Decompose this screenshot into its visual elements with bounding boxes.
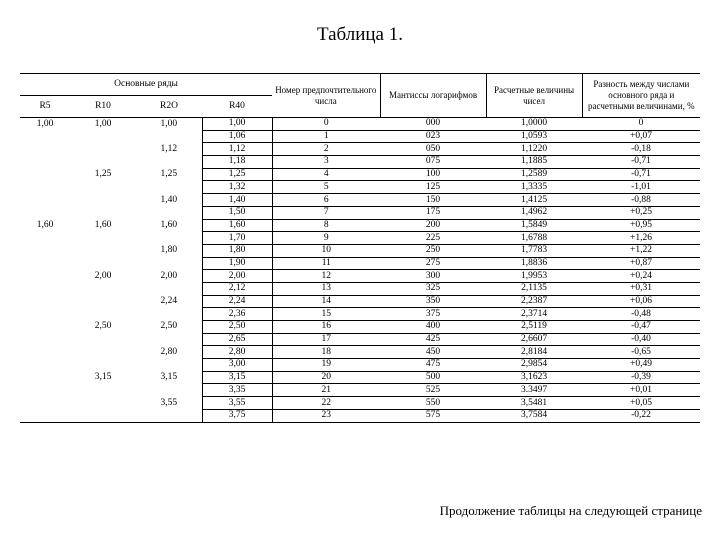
cell-calculated: 3,1623 <box>486 371 582 384</box>
continuation-note: Продолжение таблицы на следующей странице <box>439 503 702 518</box>
cell-r10 <box>70 143 136 156</box>
cell-r5: 1,60 <box>36 219 54 230</box>
cell-mantissa: 225 <box>380 232 486 245</box>
cell-r5 <box>20 244 70 257</box>
cell-r10: 1,60 <box>94 219 112 230</box>
cell-mantissa: 000 <box>380 118 486 131</box>
cell-calculated: 3,5481 <box>486 397 582 410</box>
cell-calculated: 1,4125 <box>486 194 582 207</box>
cell-r5 <box>20 346 70 359</box>
table-row <box>20 270 700 283</box>
cell-r20: 3,15 <box>160 372 178 383</box>
cell-r20: 1,25 <box>160 169 178 180</box>
cell-difference: +0,06 <box>582 295 700 308</box>
cell-r10: 2,00 <box>94 270 112 281</box>
cell-difference: -0,18 <box>582 143 700 156</box>
cell-r20: 2,24 <box>160 296 178 306</box>
cell-r10 <box>70 384 136 397</box>
cell-r40: 2,65 <box>202 333 272 346</box>
header-r20: R2O <box>136 96 202 118</box>
cell-number: 13 <box>272 282 380 295</box>
cell-r40: 3,35 <box>202 384 272 397</box>
cell-number: 9 <box>272 232 380 245</box>
cell-calculated: 1,9953 <box>486 270 582 283</box>
cell-calculated: 2,9854 <box>486 359 582 372</box>
cell-mantissa: 400 <box>380 321 486 334</box>
preferred-numbers-table <box>20 73 700 423</box>
cell-r10 <box>70 156 136 169</box>
table-row <box>20 282 700 295</box>
cell-calculated: 2,8184 <box>486 346 582 359</box>
cell-difference: +0,87 <box>582 257 700 270</box>
cell-r40: 3,55 <box>202 397 272 410</box>
cell-mantissa: 300 <box>380 270 486 283</box>
cell-r5 <box>20 257 70 270</box>
cell-difference: +0,95 <box>582 219 700 232</box>
cell-number: 18 <box>272 346 380 359</box>
cell-r10 <box>70 244 136 257</box>
cell-r20 <box>136 257 202 270</box>
table-row <box>20 308 700 321</box>
cell-difference: +0,01 <box>582 384 700 397</box>
cell-r10 <box>70 397 136 410</box>
cell-difference: -0,39 <box>582 371 700 384</box>
cell-r5 <box>20 130 70 143</box>
cell-difference: +0,49 <box>582 359 700 372</box>
cell-difference: -1,01 <box>582 181 700 194</box>
cell-r5 <box>20 282 70 295</box>
cell-number: 7 <box>272 206 380 219</box>
cell-number: 4 <box>272 168 380 181</box>
table-row <box>20 130 700 143</box>
cell-mantissa: 100 <box>380 168 486 181</box>
cell-r40: 2,12 <box>202 282 272 295</box>
cell-mantissa: 475 <box>380 359 486 372</box>
cell-r5 <box>20 181 70 194</box>
table-row <box>20 257 700 270</box>
table-row <box>20 333 700 346</box>
header-r10: R10 <box>70 96 136 118</box>
cell-mantissa: 150 <box>380 194 486 207</box>
table-row <box>20 206 700 219</box>
cell-difference: -0,40 <box>582 333 700 346</box>
cell-r10 <box>70 181 136 194</box>
cell-r10 <box>70 130 136 143</box>
cell-difference: +1,26 <box>582 232 700 245</box>
cell-mantissa: 500 <box>380 371 486 384</box>
cell-mantissa: 375 <box>380 308 486 321</box>
cell-difference: +0,24 <box>582 270 700 283</box>
cell-r20 <box>136 181 202 194</box>
cell-r40: 1,40 <box>202 194 272 207</box>
cell-mantissa: 200 <box>380 219 486 232</box>
cell-number: 22 <box>272 397 380 410</box>
table-row <box>20 194 700 207</box>
cell-mantissa: 250 <box>380 244 486 257</box>
cell-r40: 2,36 <box>202 308 272 321</box>
cell-r40: 1,60 <box>202 219 272 232</box>
cell-r10: 1,25 <box>94 169 112 180</box>
cell-r40: 2,00 <box>202 270 272 283</box>
cell-number: 5 <box>272 181 380 194</box>
cell-difference: +1,22 <box>582 244 700 257</box>
cell-r20 <box>136 282 202 295</box>
header-main-series: Основные ряды <box>20 74 272 96</box>
cell-r20 <box>136 206 202 219</box>
cell-r10 <box>70 257 136 270</box>
cell-r5 <box>20 232 70 245</box>
cell-r20: 2,00 <box>160 270 178 281</box>
table-row <box>20 409 700 422</box>
cell-r10: 3,15 <box>94 372 112 383</box>
cell-r5 <box>20 359 70 372</box>
cell-r5 <box>20 295 70 308</box>
table-row <box>20 219 700 232</box>
cell-difference: 0 <box>582 118 700 131</box>
cell-r10 <box>70 359 136 372</box>
cell-r40: 1,80 <box>202 244 272 257</box>
cell-mantissa: 325 <box>380 282 486 295</box>
cell-r5 <box>20 308 70 321</box>
cell-number: 19 <box>272 359 380 372</box>
cell-r5: 1,00 <box>36 118 54 129</box>
cell-difference: +0,07 <box>582 130 700 143</box>
cell-mantissa: 050 <box>380 143 486 156</box>
table-row <box>20 181 700 194</box>
cell-r20 <box>136 409 202 422</box>
cell-difference: -0,22 <box>582 409 700 422</box>
cell-calculated: 2,1135 <box>486 282 582 295</box>
cell-r5 <box>20 371 70 384</box>
cell-r40: 3,75 <box>202 409 272 422</box>
cell-number: 14 <box>272 295 380 308</box>
cell-r10 <box>70 295 136 308</box>
cell-mantissa: 550 <box>380 397 486 410</box>
cell-calculated: 2,6607 <box>486 333 582 346</box>
cell-calculated: 1,1220 <box>486 143 582 156</box>
cell-number: 10 <box>272 244 380 257</box>
table-row <box>20 143 700 156</box>
cell-r40: 2,24 <box>202 295 272 308</box>
cell-difference: -0,47 <box>582 321 700 334</box>
cell-r10 <box>70 282 136 295</box>
cell-r20 <box>136 232 202 245</box>
cell-mantissa: 450 <box>380 346 486 359</box>
cell-mantissa: 275 <box>380 257 486 270</box>
table-body <box>20 118 700 423</box>
cell-calculated: 1,2589 <box>486 168 582 181</box>
cell-calculated: 1,5849 <box>486 219 582 232</box>
cell-calculated: 1,1885 <box>486 156 582 169</box>
cell-r5 <box>20 206 70 219</box>
cell-number: 6 <box>272 194 380 207</box>
header-r5: R5 <box>20 96 70 118</box>
cell-r5 <box>20 321 70 334</box>
cell-calculated: 1,7783 <box>486 244 582 257</box>
cell-difference: +0,31 <box>582 282 700 295</box>
cell-number: 21 <box>272 384 380 397</box>
cell-calculated: 2,2387 <box>486 295 582 308</box>
cell-r5 <box>20 270 70 283</box>
table-row <box>20 397 700 410</box>
table-row <box>20 384 700 397</box>
cell-r40: 1,50 <box>202 206 272 219</box>
cell-r40: 1,00 <box>202 118 272 131</box>
cell-r20: 2,50 <box>160 321 178 332</box>
cell-r40: 1,12 <box>202 143 272 156</box>
cell-r40: 1,06 <box>202 130 272 143</box>
table-row <box>20 321 700 334</box>
cell-r10 <box>70 194 136 207</box>
header-r40: R40 <box>202 96 272 118</box>
cell-r40: 2,50 <box>202 321 272 334</box>
cell-mantissa: 350 <box>380 295 486 308</box>
cell-difference: -0,48 <box>582 308 700 321</box>
cell-r10: 1,00 <box>94 118 112 129</box>
header-number: Номер предпочтительного числа <box>272 74 380 118</box>
table-row <box>20 156 700 169</box>
cell-r20 <box>136 308 202 321</box>
cell-mantissa: 075 <box>380 156 486 169</box>
cell-number: 12 <box>272 270 380 283</box>
cell-r20 <box>136 359 202 372</box>
cell-r10 <box>70 232 136 245</box>
cell-mantissa: 425 <box>380 333 486 346</box>
cell-calculated: 1,3335 <box>486 181 582 194</box>
cell-r20: 1,40 <box>160 194 178 205</box>
cell-r5 <box>20 194 70 207</box>
cell-r10 <box>70 206 136 219</box>
cell-calculated: 2,3714 <box>486 308 582 321</box>
cell-r5 <box>20 156 70 169</box>
cell-r5 <box>20 397 70 410</box>
table-row <box>20 244 700 257</box>
cell-mantissa: 175 <box>380 206 486 219</box>
cell-number: 11 <box>272 257 380 270</box>
cell-calculated: 3,7584 <box>486 409 582 422</box>
cell-r20: 1,12 <box>160 143 178 154</box>
cell-calculated: 3.3497 <box>486 384 582 397</box>
cell-number: 0 <box>272 118 380 131</box>
cell-number: 8 <box>272 219 380 232</box>
cell-r40: 1,70 <box>202 232 272 245</box>
cell-difference: +0,25 <box>582 206 700 219</box>
cell-difference: +0,05 <box>582 397 700 410</box>
table-row <box>20 346 700 359</box>
cell-r5 <box>20 168 70 181</box>
header-calculated: Расчетные величины чисел <box>486 74 582 118</box>
cell-r40: 1,25 <box>202 168 272 181</box>
cell-number: 15 <box>272 308 380 321</box>
cell-calculated: 1,4962 <box>486 206 582 219</box>
cell-r40: 1,18 <box>202 156 272 169</box>
cell-calculated: 1,0000 <box>486 118 582 131</box>
cell-r40: 3,00 <box>202 359 272 372</box>
cell-difference: -0,71 <box>582 168 700 181</box>
cell-r20 <box>136 156 202 169</box>
cell-r20 <box>136 333 202 346</box>
table-row <box>20 118 700 131</box>
cell-mantissa: 125 <box>380 181 486 194</box>
table-row <box>20 359 700 372</box>
cell-r20 <box>136 384 202 397</box>
table-title: Таблица 1. <box>316 24 403 45</box>
cell-number: 1 <box>272 130 380 143</box>
cell-r5 <box>20 143 70 156</box>
cell-mantissa: 023 <box>380 130 486 143</box>
cell-calculated: 1,8836 <box>486 257 582 270</box>
cell-r10 <box>70 409 136 422</box>
cell-r10: 2,50 <box>94 321 112 332</box>
cell-r20: 1,00 <box>160 118 178 129</box>
cell-difference: -0,65 <box>582 346 700 359</box>
cell-r10 <box>70 346 136 359</box>
cell-r40: 1,90 <box>202 257 272 270</box>
table-row <box>20 371 700 384</box>
table-row <box>20 232 700 245</box>
cell-r20 <box>136 130 202 143</box>
cell-number: 3 <box>272 156 380 169</box>
header-mantissa: Мантиссы логарифмов <box>380 74 486 118</box>
cell-calculated: 1,6788 <box>486 232 582 245</box>
cell-r20: 3,55 <box>160 397 178 408</box>
cell-number: 23 <box>272 409 380 422</box>
cell-r40: 2,80 <box>202 346 272 359</box>
cell-number: 16 <box>272 321 380 334</box>
cell-r5 <box>20 409 70 422</box>
cell-r10 <box>70 308 136 321</box>
table-row <box>20 168 700 181</box>
cell-number: 2 <box>272 143 380 156</box>
cell-calculated: 2,5119 <box>486 321 582 334</box>
cell-r10 <box>70 333 136 346</box>
cell-number: 20 <box>272 371 380 384</box>
cell-r20: 1,60 <box>160 219 178 230</box>
cell-mantissa: 525 <box>380 384 486 397</box>
cell-difference: -0,88 <box>582 194 700 207</box>
cell-calculated: 1,0593 <box>486 130 582 143</box>
cell-number: 17 <box>272 333 380 346</box>
cell-difference: -0,71 <box>582 156 700 169</box>
cell-r20: 2,80 <box>160 346 178 357</box>
header-difference: Разность между числами основного ряда и расчетными величинами, % <box>582 74 700 118</box>
cell-r5 <box>20 333 70 346</box>
cell-mantissa: 575 <box>380 409 486 422</box>
cell-r20: 1,80 <box>160 245 178 256</box>
cell-r40: 1,32 <box>202 181 272 194</box>
cell-r40: 3,15 <box>202 371 272 384</box>
cell-r5 <box>20 384 70 397</box>
table-row <box>20 295 700 308</box>
